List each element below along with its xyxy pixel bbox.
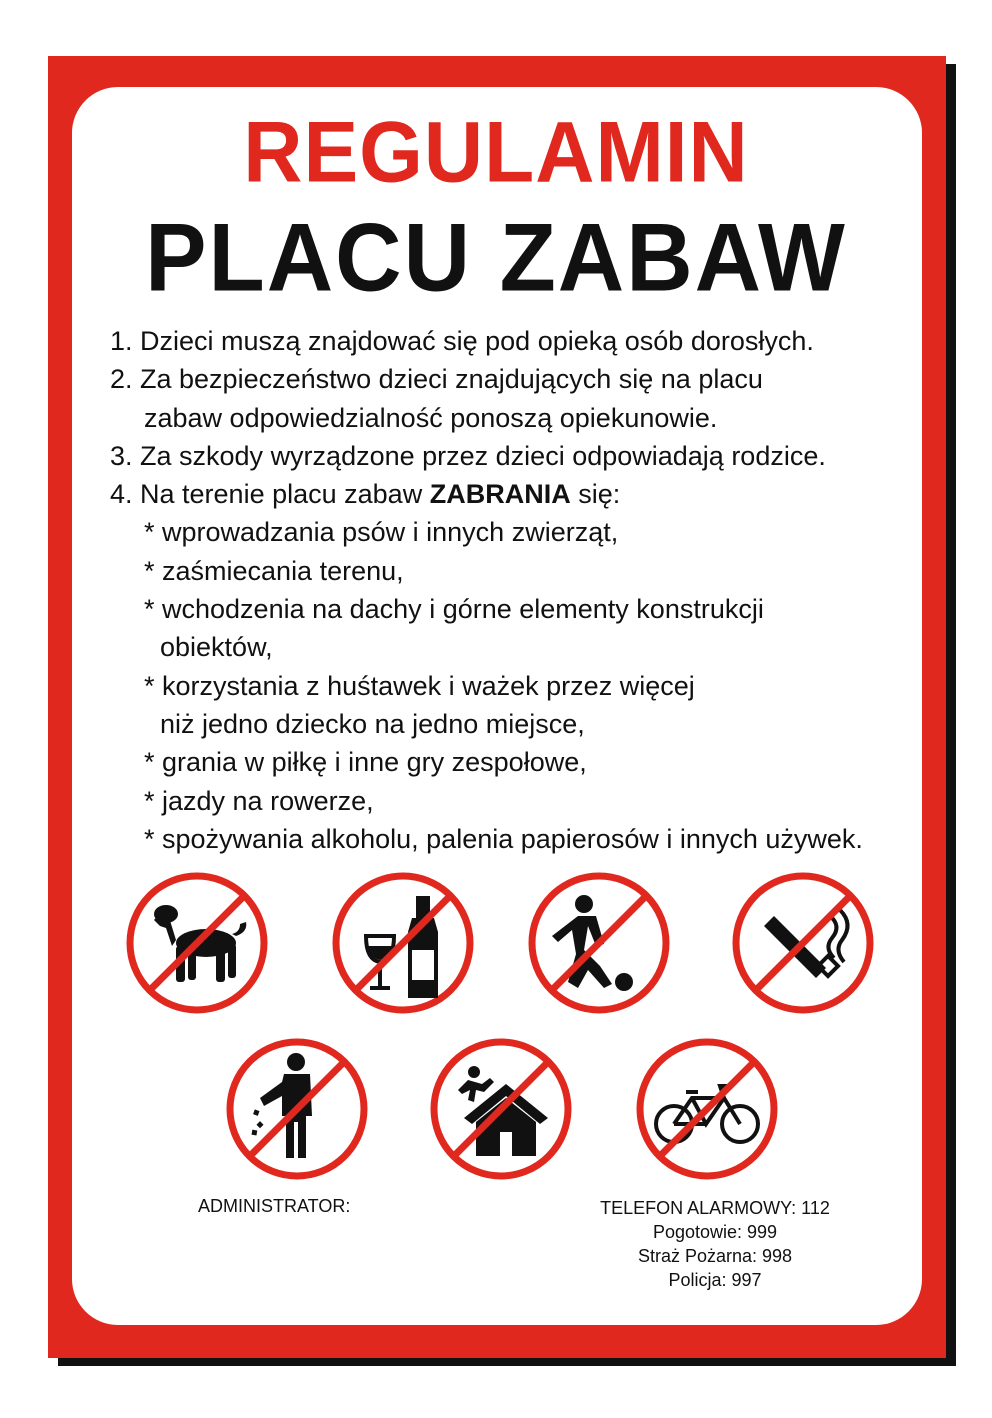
prohibited-item: * zaśmiecania terenu, bbox=[144, 555, 404, 586]
prohibited-item: * grania w piłkę i inne gry zespołowe, bbox=[144, 747, 587, 778]
fire-phone: Straż Pożarna: 998 bbox=[637, 1246, 793, 1266]
rule-3: 3. Za szkody wyrządzone przez dzieci odpowiadają rodzice. bbox=[110, 440, 826, 471]
rule-4-suffix: się: bbox=[570, 479, 621, 510]
police-phone: Policja: 997 bbox=[668, 1270, 762, 1290]
administrator-label: ADMINISTRATOR: bbox=[198, 1196, 351, 1216]
prohibited-item: * spożywania alkoholu, palenia papierosów i innych używek. bbox=[144, 823, 863, 854]
no-littering-icon bbox=[224, 1036, 370, 1182]
ambulance-phone: Pogotowie: 999 bbox=[652, 1222, 778, 1242]
prohibited-item: * wchodzenia na dachy i górne elementy konstrukcji bbox=[144, 594, 764, 625]
prohibited-item: * korzystania z huśtawek i ważek przez więcej bbox=[144, 670, 695, 701]
rules-list bbox=[110, 322, 930, 858]
prohibited-item-continuation: niż jedno dziecko na jedno miejsce, bbox=[160, 708, 585, 739]
emergency-phone: TELEFON ALARMOWY: 112 bbox=[600, 1198, 830, 1218]
rule-4-prefix: 4. Na terenie placu zabaw bbox=[110, 479, 430, 510]
title-placu-zabaw: PLACU ZABAW bbox=[145, 204, 847, 312]
no-smoking-icon bbox=[730, 870, 876, 1016]
no-alcohol-icon bbox=[330, 870, 476, 1016]
rule-4 bbox=[110, 475, 930, 513]
prohibited-item: * wprowadzania psów i innych zwierząt, bbox=[144, 517, 619, 548]
rule-4-bold: ZABRANIA bbox=[429, 479, 571, 510]
no-bicycles-icon bbox=[634, 1036, 780, 1182]
no-ball-games-icon bbox=[526, 870, 672, 1016]
prohibited-item-continuation: obiektów, bbox=[160, 632, 273, 663]
emergency-contacts bbox=[560, 1196, 870, 1292]
title-regulamin: REGULAMIN bbox=[243, 104, 749, 201]
rule-2-line-2: zabaw odpowiedzialność ponoszą opiekunowie. bbox=[144, 402, 718, 433]
prohibited-item: * jazdy na rowerze, bbox=[144, 785, 374, 816]
rule-2-line-1: 2. Za bezpieczeństwo dzieci znajdujących się na placu bbox=[110, 364, 763, 395]
no-dogs-icon bbox=[124, 870, 270, 1016]
rule-1: 1. Dzieci muszą znajdować się pod opieką osób dorosłych. bbox=[110, 326, 814, 356]
no-climbing-roofs-icon bbox=[428, 1036, 574, 1182]
